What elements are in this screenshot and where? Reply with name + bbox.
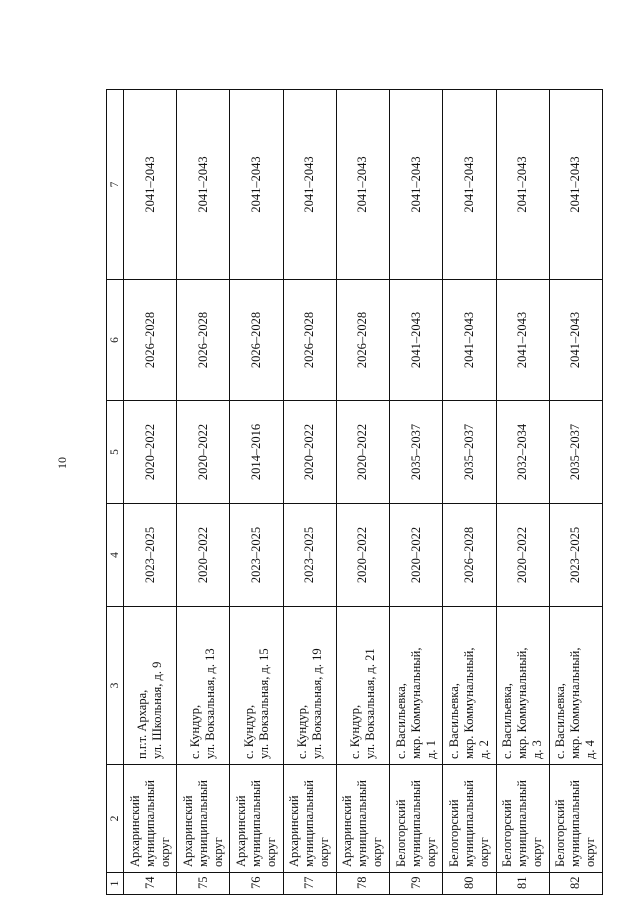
address-line: ул. Вокзальная, д. 15 xyxy=(256,648,271,759)
address-line: с. Васильевка, xyxy=(446,683,461,759)
header-cell-3: 3 xyxy=(107,607,124,765)
period-cell-col7: 2041–2043 xyxy=(443,90,496,280)
header-cell-4: 4 xyxy=(107,504,124,607)
district-line: Архаринский xyxy=(287,795,302,867)
address-line: д. 4 xyxy=(583,740,598,759)
address-line: с. Васильевка, xyxy=(393,683,408,759)
table-frame xyxy=(106,90,603,895)
period-cell-col6: 2026–2028 xyxy=(124,280,177,401)
address-line: ул. Вокзальная, д. 21 xyxy=(362,648,377,759)
period-cell-col7: 2041–2043 xyxy=(496,90,549,280)
table-row xyxy=(283,90,336,895)
district-line: округ xyxy=(317,837,332,867)
period-cell-col5: 2014–2016 xyxy=(230,401,283,504)
district-cell xyxy=(549,765,602,873)
header-cell-6: 6 xyxy=(107,280,124,401)
header-cell-1: 1 xyxy=(107,873,124,895)
table-row xyxy=(124,90,177,895)
district-line: округ xyxy=(583,837,598,867)
period-cell-col4: 2020–2022 xyxy=(336,504,389,607)
period-cell-col4: 2023–2025 xyxy=(549,504,602,607)
address-line: с. Васильевка, xyxy=(553,683,568,759)
district-line: округ xyxy=(476,837,491,867)
period-cell-col6: 2026–2028 xyxy=(283,280,336,401)
table-row xyxy=(177,90,230,895)
row-number-cell: 82 xyxy=(549,873,602,895)
period-cell-col4: 2023–2025 xyxy=(230,504,283,607)
address-cell xyxy=(549,607,602,765)
period-cell-col6: 2041–2043 xyxy=(496,280,549,401)
address-line: ул. Вокзальная, д. 13 xyxy=(203,648,218,759)
district-line: Архаринский xyxy=(340,795,355,867)
district-cell xyxy=(177,765,230,873)
address-line: мкр. Коммунальный, xyxy=(515,647,530,759)
row-number-cell: 79 xyxy=(390,873,443,895)
period-cell-col7: 2041–2043 xyxy=(230,90,283,280)
period-cell-col4: 2023–2025 xyxy=(124,504,177,607)
district-line: округ xyxy=(210,837,225,867)
district-line: Архаринский xyxy=(127,795,142,867)
address-line: с. Кундур, xyxy=(294,704,309,759)
address-cell xyxy=(177,607,230,765)
row-number-cell: 78 xyxy=(336,873,389,895)
address-line: с. Васильевка, xyxy=(500,683,515,759)
district-line: округ xyxy=(264,837,279,867)
address-cell xyxy=(496,607,549,765)
row-number-cell: 77 xyxy=(283,873,336,895)
period-cell-col6: 2041–2043 xyxy=(443,280,496,401)
table-row xyxy=(390,90,443,895)
period-cell-col6: 2026–2028 xyxy=(177,280,230,401)
address-cell xyxy=(230,607,283,765)
period-cell-col7: 2041–2043 xyxy=(390,90,443,280)
district-cell xyxy=(443,765,496,873)
table-row xyxy=(230,90,283,895)
row-number-cell: 80 xyxy=(443,873,496,895)
period-cell-col7: 2041–2043 xyxy=(124,90,177,280)
header-row xyxy=(107,90,124,895)
header-cell-7: 7 xyxy=(107,90,124,280)
district-line: муниципальный xyxy=(461,780,476,867)
district-line: Архаринский xyxy=(234,795,249,867)
district-line: округ xyxy=(157,837,172,867)
district-line: муниципальный xyxy=(408,780,423,867)
period-cell-col6: 2041–2043 xyxy=(549,280,602,401)
address-line: мкр. Коммунальный, xyxy=(408,647,423,759)
row-number-cell: 81 xyxy=(496,873,549,895)
period-cell-col5: 2020–2022 xyxy=(336,401,389,504)
period-cell-col7: 2041–2043 xyxy=(336,90,389,280)
period-cell-col5: 2035–2037 xyxy=(549,401,602,504)
district-cell xyxy=(230,765,283,873)
table-row xyxy=(336,90,389,895)
district-line: округ xyxy=(530,837,545,867)
period-cell-col5: 2020–2022 xyxy=(283,401,336,504)
address-line: д. 2 xyxy=(476,740,491,759)
district-cell xyxy=(496,765,549,873)
period-cell-col4: 2020–2022 xyxy=(390,504,443,607)
rotated-table-container xyxy=(106,90,603,895)
district-line: Белогорский xyxy=(500,799,515,867)
period-cell-col6: 2026–2028 xyxy=(230,280,283,401)
period-cell-col7: 2041–2043 xyxy=(549,90,602,280)
period-cell-col5: 2020–2022 xyxy=(124,401,177,504)
address-line: ул. Вокзальная, д. 19 xyxy=(309,648,324,759)
address-line: мкр. Коммунальный, xyxy=(568,647,583,759)
address-cell xyxy=(390,607,443,765)
address-line: мкр. Коммунальный, xyxy=(461,647,476,759)
district-line: муниципальный xyxy=(249,780,264,867)
table-row xyxy=(496,90,549,895)
schedule-table xyxy=(106,89,603,895)
address-line: с. Кундур, xyxy=(241,704,256,759)
address-line: д. 1 xyxy=(423,740,438,759)
district-cell xyxy=(390,765,443,873)
period-cell-col6: 2041–2043 xyxy=(390,280,443,401)
district-line: муниципальный xyxy=(355,780,370,867)
district-line: Белогорский xyxy=(393,799,408,867)
row-number-cell: 76 xyxy=(230,873,283,895)
district-cell xyxy=(283,765,336,873)
address-cell xyxy=(283,607,336,765)
district-line: Белогорский xyxy=(553,799,568,867)
table-row xyxy=(443,90,496,895)
address-line: с. Кундур, xyxy=(347,704,362,759)
period-cell-col4: 2020–2022 xyxy=(177,504,230,607)
row-number-cell: 74 xyxy=(124,873,177,895)
address-line: д. 3 xyxy=(530,740,545,759)
period-cell-col5: 2020–2022 xyxy=(177,401,230,504)
district-line: муниципальный xyxy=(515,780,530,867)
period-cell-col5: 2032–2034 xyxy=(496,401,549,504)
district-cell xyxy=(336,765,389,873)
header-cell-5: 5 xyxy=(107,401,124,504)
header-cell-2: 2 xyxy=(107,765,124,873)
period-cell-col5: 2035–2037 xyxy=(443,401,496,504)
period-cell-col7: 2041–2043 xyxy=(283,90,336,280)
address-cell xyxy=(443,607,496,765)
period-cell-col7: 2041–2043 xyxy=(177,90,230,280)
period-cell-col6: 2026–2028 xyxy=(336,280,389,401)
district-line: муниципальный xyxy=(142,780,157,867)
district-line: округ xyxy=(423,837,438,867)
district-line: Архаринский xyxy=(180,795,195,867)
period-cell-col5: 2035–2037 xyxy=(390,401,443,504)
district-line: округ xyxy=(370,837,385,867)
period-cell-col4: 2026–2028 xyxy=(443,504,496,607)
table-body xyxy=(107,90,603,895)
page-number: 10 xyxy=(55,457,69,469)
period-cell-col4: 2020–2022 xyxy=(496,504,549,607)
period-cell-col4: 2023–2025 xyxy=(283,504,336,607)
district-line: муниципальный xyxy=(195,780,210,867)
address-cell xyxy=(336,607,389,765)
district-line: Белогорский xyxy=(446,799,461,867)
address-line: п.г.т. Архара, xyxy=(135,689,150,759)
district-line: муниципальный xyxy=(568,780,583,867)
address-cell xyxy=(124,607,177,765)
address-line: с. Кундур, xyxy=(188,704,203,759)
district-line: муниципальный xyxy=(302,780,317,867)
row-number-cell: 75 xyxy=(177,873,230,895)
address-line: ул. Школьная, д. 9 xyxy=(150,661,165,759)
table-row xyxy=(549,90,602,895)
district-cell xyxy=(124,765,177,873)
